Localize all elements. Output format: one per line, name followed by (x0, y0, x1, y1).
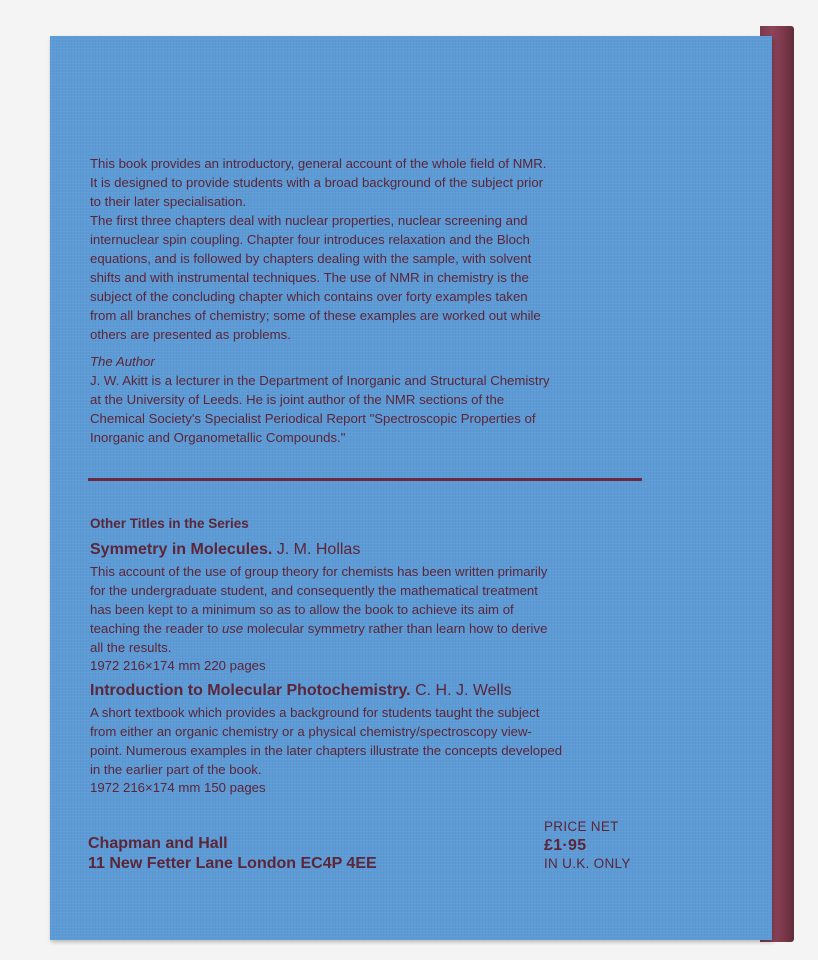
description-line: The first three chapters deal with nuclear properties, nuclear screening and (90, 213, 528, 228)
description-line: subject of the concluding chapter which contains over forty examples taken (90, 289, 528, 304)
publisher-name: Chapman and Hall (88, 835, 228, 852)
summary-line: in the earlier part of the book. (90, 762, 262, 777)
price-block (544, 818, 631, 873)
author-bio-line: at the University of Leeds. He is joint author of the NMR sections of the (90, 392, 505, 407)
description-line: internuclear spin coupling. Chapter four introduces relaxation and the Bloch (90, 232, 530, 247)
publisher-address: 11 New Fetter Lane London EC4P 4EE (88, 855, 377, 872)
description-line: shifts and with instrumental techniques. The use of NMR in chemistry is the (90, 270, 529, 285)
summary-line: all the results. (90, 640, 172, 655)
summary-text: molecular symmetry rather than learn how to derive (243, 621, 548, 636)
book-author: C. H. J. Wells (415, 682, 512, 699)
book-title-symmetry (90, 541, 660, 559)
book-title: Symmetry in Molecules. (90, 541, 273, 558)
description-line: This book provides an introductory, general account of the whole field of NMR. (90, 156, 547, 171)
price-region: IN U.K. ONLY (544, 856, 631, 871)
book-description (90, 154, 642, 344)
book-title-photochemistry (90, 682, 690, 700)
author-bio-line: Chemical Society's Specialist Periodical Report "Spectroscopic Properties of (90, 411, 536, 426)
publisher-block (88, 834, 377, 874)
book-title: Introduction to Molecular Photochemistry. (90, 682, 411, 699)
price-label: PRICE NET (544, 819, 619, 834)
book-meta-symmetry: 1972 216×174 mm 220 pages (90, 658, 266, 673)
description-line: others are presented as problems. (90, 327, 291, 342)
summary-line: from either an organic chemistry or a physical chemistry/spectroscopy view- (90, 724, 532, 739)
book-summary-photochemistry (90, 703, 655, 779)
book-summary-symmetry (90, 562, 650, 657)
summary-line: for the undergraduate student, and consequently the mathematical treatment (90, 583, 538, 598)
author-bio-line: J. W. Akitt is a lecturer in the Department of Inorganic and Structural Chemistry (90, 373, 550, 388)
description-line: from all branches of chemistry; some of these examples are worked out while (90, 308, 541, 323)
summary-line: point. Numerous examples in the later chapters illustrate the concepts developed (90, 743, 563, 758)
book-author: J. M. Hollas (276, 541, 361, 558)
summary-line: This account of the use of group theory for chemists has been written primarily (90, 564, 548, 579)
author-bio (90, 371, 642, 447)
price-amount: £1·95 (544, 837, 587, 854)
other-titles-heading: Other Titles in the Series (90, 516, 249, 531)
summary-line (90, 619, 650, 638)
summary-line: A short textbook which provides a background for students taught the subject (90, 705, 540, 720)
description-line: to their later specialisation. (90, 194, 247, 209)
summary-line: has been kept to a minimum so as to allow the book to achieve its aim of (90, 602, 514, 617)
section-divider (88, 478, 642, 481)
description-line: equations, and is followed by chapters dealing with the sample, with solvent (90, 251, 532, 266)
summary-text: teaching the reader to (90, 621, 222, 636)
emphasis-text: use (221, 621, 244, 636)
author-bio-line: Inorganic and Organometallic Compounds." (90, 430, 346, 445)
author-heading: The Author (90, 354, 155, 369)
book-meta-photochemistry: 1972 216×174 mm 150 pages (90, 780, 266, 795)
description-line: It is designed to provide students with a broad background of the subject prior (90, 175, 544, 190)
